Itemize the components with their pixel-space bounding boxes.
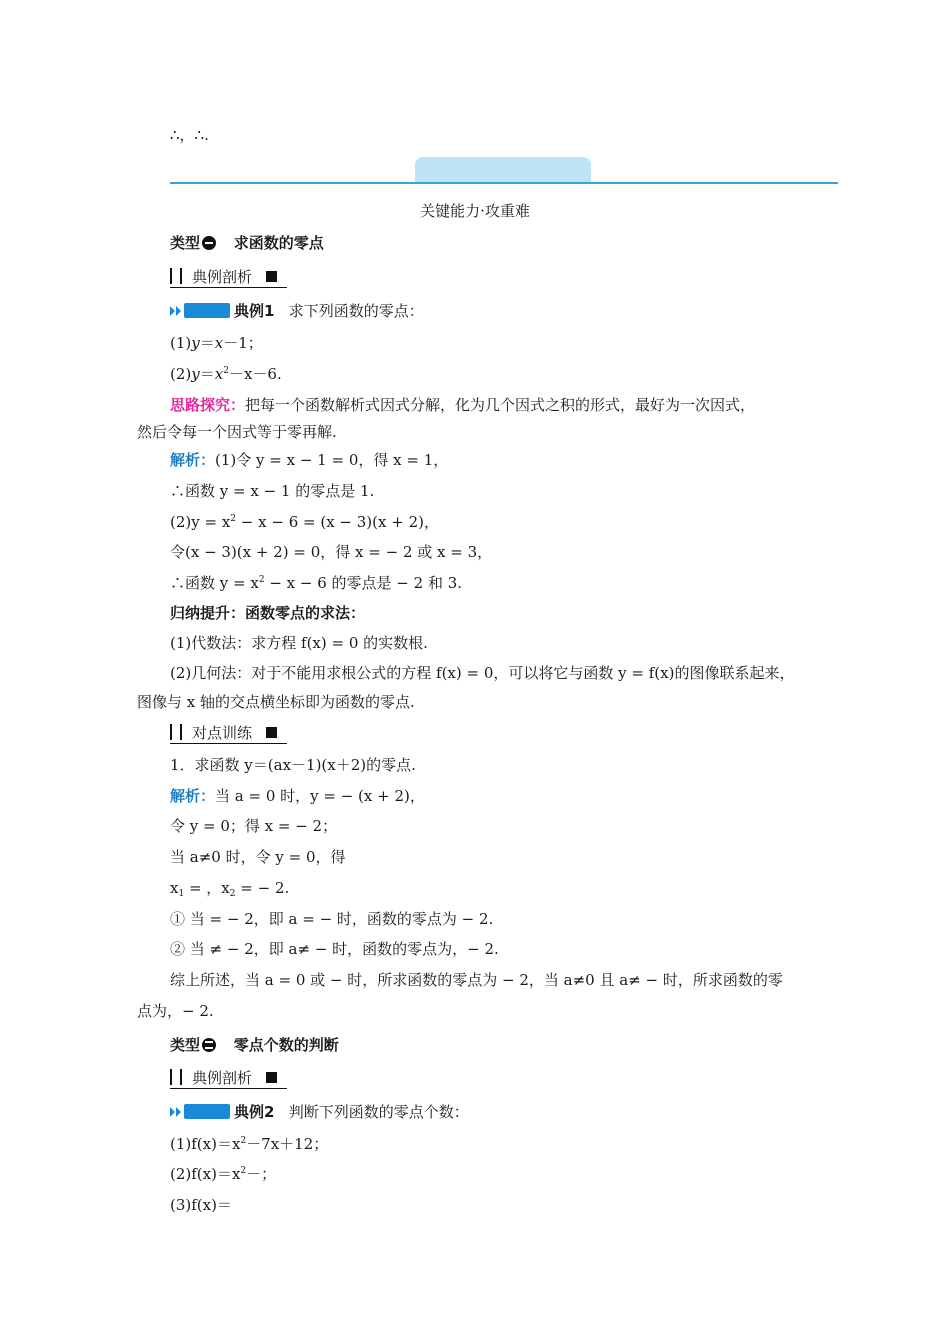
- solution-text: (1)令 y = x − 1 = 0，得 x = 1，: [215, 451, 449, 469]
- sub-header-analysis-2: [170, 1068, 277, 1088]
- example2-prompt: 判断下列函数的零点个数：: [288, 1103, 469, 1121]
- solution1-line-1: [170, 450, 448, 470]
- text: －7x＋12；: [246, 1135, 329, 1153]
- square-icon: [266, 727, 277, 738]
- idea-line-1: [170, 395, 755, 415]
- type2-label: 类型: [170, 1036, 201, 1054]
- text: = − 2.: [235, 879, 290, 897]
- type1-heading: [170, 233, 324, 253]
- text: ∴函数 y = x: [170, 574, 259, 592]
- top-line: ∴，∴.: [170, 126, 209, 144]
- sub-header-label: 典例剖析: [192, 268, 253, 286]
- sub-header-analysis-1: [170, 267, 277, 287]
- example1-part1: (1)y＝x－1；: [170, 334, 263, 352]
- superscript: 2: [258, 575, 265, 585]
- circled-two-icon: [202, 1038, 216, 1052]
- superscript: 2: [230, 514, 237, 524]
- solution-label: 解析：: [170, 451, 216, 469]
- example1-part2: $(2)y=x^2-x-6$.: [170, 365, 282, 383]
- example2-part1: [170, 1134, 328, 1154]
- practice1-question: 1．求函数 y＝(ax－1)(x＋2)的零点.: [170, 756, 416, 774]
- example1-prompt: 求下列函数的零点：: [288, 302, 424, 320]
- solution1-line-4: 令(x − 3)(x + 2) = 0，得 x = − 2 或 x = 3，: [170, 543, 493, 561]
- underline: [170, 1088, 287, 1089]
- section-header-tab: [415, 157, 591, 184]
- summary-line-3: 图像与 x 轴的交点横坐标即为函数的零点.: [137, 693, 415, 711]
- superscript: 2: [240, 1166, 247, 1176]
- practice1-line-8: 点为，− 2.: [137, 1002, 214, 1020]
- text: (2)f(x)＝x: [170, 1165, 241, 1183]
- superscript: 2: [223, 366, 229, 376]
- example-badge: [170, 303, 232, 318]
- section-header-line: [170, 182, 838, 184]
- type1-title: 求函数的零点: [233, 234, 324, 252]
- solution-text: 当 a = 0 时，y = − (x + 2)，: [215, 787, 425, 805]
- summary-line-2: (2)几何法：对于不能用求根公式的方程 f(x) = 0，可以将它与函数 y = f(x)的图像联系起来，: [170, 664, 795, 682]
- double-bar-icon: [170, 724, 190, 740]
- example2-part3: (3)f(x)＝: [170, 1196, 232, 1214]
- idea-line-2: 然后令每一个因式等于零再解.: [137, 423, 337, 441]
- summary-line-1: (1)代数法：求方程 f(x) = 0 的实数根.: [170, 634, 428, 652]
- double-bar-icon: [170, 1069, 190, 1085]
- practice1-line-3: 当 a≠0 时，令 y = 0，得: [170, 848, 346, 866]
- underline: [170, 287, 287, 288]
- practice1-line-5: ① 当 = − 2，即 a = − 时，函数的零点为 − 2.: [170, 910, 494, 928]
- sub-header-label: 典例剖析: [192, 1069, 253, 1087]
- example1-heading: [170, 301, 424, 321]
- solution-label: 解析：: [170, 787, 216, 805]
- idea-label: 思路探究：: [170, 396, 246, 414]
- example-badge: [170, 1104, 232, 1119]
- sub-header-practice: [170, 723, 277, 743]
- text: − x − 6 = (x − 3)(x + 2)，: [236, 513, 439, 531]
- underline: [170, 743, 287, 744]
- practice1-line-7: 综上所述，当 a = 0 或 − 时，所求函数的零点为 − 2，当 a≠0 且 a≠ − 时，所求函数的零: [170, 971, 783, 989]
- double-arrow-icon: [170, 305, 182, 317]
- circled-one-icon: [202, 236, 216, 250]
- part-num: (2): [170, 365, 192, 383]
- example1-tag: 典例1: [234, 302, 275, 320]
- type1-label: 类型: [170, 234, 201, 252]
- text: －；: [246, 1165, 277, 1183]
- solution1-line-2: ∴函数 y = x − 1 的零点是 1.: [170, 482, 375, 500]
- example2-heading: [170, 1102, 469, 1122]
- type2-heading: [170, 1035, 339, 1055]
- text: = ，x: [184, 879, 230, 897]
- practice1-line-1: [170, 786, 425, 806]
- type2-title: 零点个数的判断: [233, 1036, 339, 1054]
- section-title: 关键能力·攻重难: [420, 202, 530, 220]
- double-arrow-icon: [170, 1106, 182, 1118]
- example2-part2: [170, 1164, 276, 1184]
- superscript: 2: [240, 1136, 247, 1146]
- double-bar-icon: [170, 268, 190, 284]
- text: − x − 6 的零点是 − 2 和 3.: [264, 574, 463, 592]
- part-rest: －1；: [223, 334, 263, 352]
- summary-title: 归纳提升：函数零点的求法：: [170, 604, 366, 622]
- square-icon: [266, 1072, 277, 1083]
- square-icon: [266, 271, 277, 282]
- part-num: (1): [170, 334, 192, 352]
- text: (2)y = x: [170, 513, 231, 531]
- practice1-line-2: 令 y = 0；得 x = − 2；: [170, 817, 338, 835]
- text: (1)f(x)＝x: [170, 1135, 241, 1153]
- sub-header-label: 对点训练: [192, 724, 253, 742]
- practice1-line-6: ② 当 ≠ − 2，即 a≠ − 时，函数的零点为，− 2.: [170, 940, 499, 958]
- subscript: 2: [229, 889, 236, 899]
- part-rest: －x－6.: [228, 365, 282, 383]
- subscript: 1: [178, 889, 185, 899]
- solution1-line-5: [170, 573, 462, 593]
- badge-bar: [184, 1104, 230, 1119]
- idea-text-1: 把每一个函数解析式因式分解，化为几个因式之积的形式，最好为一次因式，: [245, 396, 756, 414]
- eq-sign: ＝: [199, 334, 215, 352]
- text: x: [170, 879, 179, 897]
- solution1-line-3: [170, 512, 439, 532]
- badge-bar: [184, 303, 230, 318]
- practice1-line-4: [170, 878, 289, 898]
- example2-tag: 典例2: [234, 1103, 275, 1121]
